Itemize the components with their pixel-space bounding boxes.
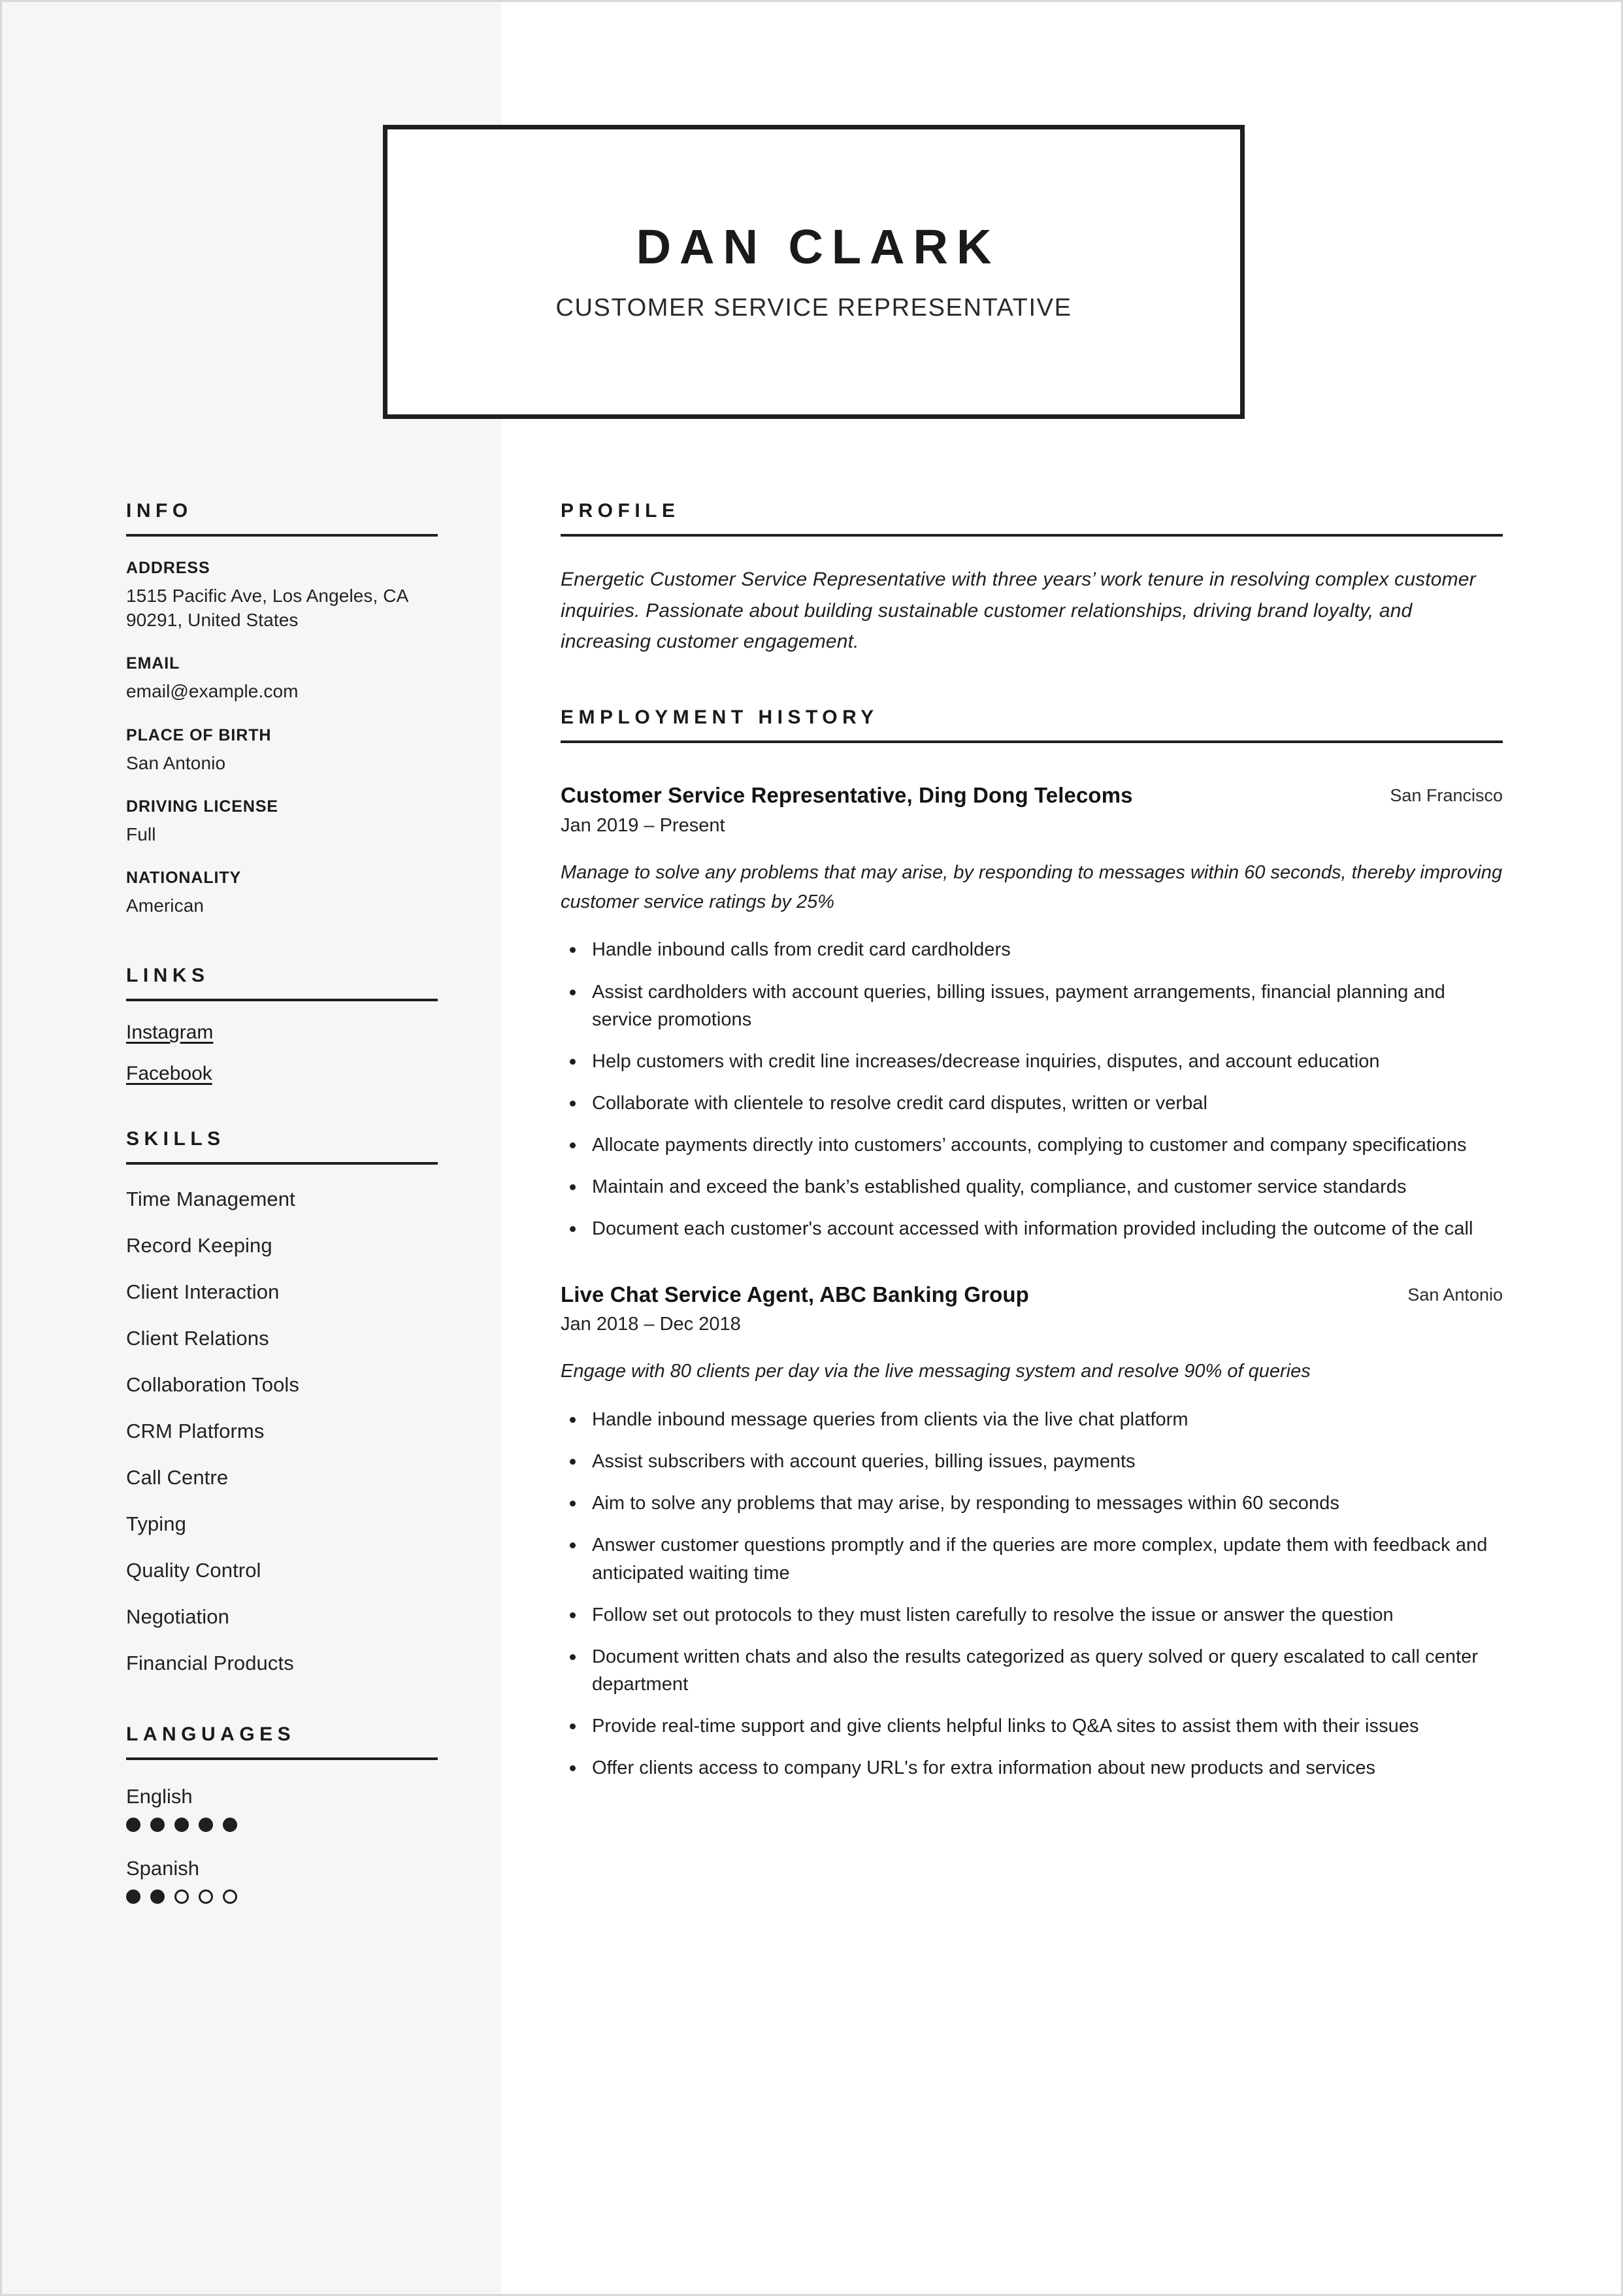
list-item: Help customers with credit line increases/decrease inquiries, disputes, and account education (561, 1048, 1503, 1075)
job-bullet-list (561, 1406, 1503, 1781)
rating-dot-empty (174, 1889, 189, 1904)
list-item: Record Keeping (126, 1234, 272, 1257)
list-item: Handle inbound calls from credit card cardholders (561, 936, 1503, 963)
info-item-nationality (126, 869, 438, 918)
list-item: Negotiation (126, 1605, 229, 1629)
job-dates: Jan 2019 – Present (561, 814, 725, 836)
job-title: Customer Service Representative, Ding Dong Telecoms (561, 783, 1133, 808)
job-subtitle: CUSTOMER SERVICE REPRESENTATIVE (555, 294, 1072, 322)
list-item: Typing (126, 1512, 186, 1536)
rating-dot-empty (199, 1889, 213, 1904)
job-title: Live Chat Service Agent, ABC Banking Group (561, 1282, 1029, 1306)
job-entry (561, 781, 1503, 1242)
rating-dot-filled (126, 1818, 140, 1832)
list-item: Handle inbound message queries from clients via the live chat platform (561, 1406, 1503, 1433)
link-facebook[interactable]: Facebook (126, 1063, 212, 1085)
link-row (126, 1001, 438, 1042)
rating-dot-filled (150, 1818, 165, 1832)
profile-divider (561, 534, 1503, 537)
main-column (561, 500, 1503, 1782)
page-title: DAN CLARK (636, 219, 1000, 274)
rating-dot-filled (223, 1818, 237, 1832)
list-item: CRM Platforms (126, 1420, 265, 1443)
skills-section (126, 1128, 438, 1675)
list-item: Client Relations (126, 1327, 269, 1350)
list-item: Assist cardholders with account queries, billing issues, payment arrangements, financial planning and service promotions (561, 978, 1503, 1033)
job-entry (561, 1280, 1503, 1782)
link-instagram[interactable]: Instagram (126, 1022, 214, 1044)
list-item: Aim to solve any problems that may arise, by responding to messages within 60 seconds (561, 1489, 1503, 1517)
list-item: Collaboration Tools (126, 1373, 299, 1397)
profile-text: Energetic Customer Service Representative with three years’ work tenure in resolving complex customer inquiries. Passionate about building sustainable customer relationships, driving brand loyalty, and increasing customer engagement. (561, 569, 1476, 653)
list-item: Provide real-time support and give clients helpful links to Q&A sites to assist them with their issues (561, 1712, 1503, 1740)
info-section (126, 500, 438, 918)
list-item: Maintain and exceed the bank’s established quality, compliance, and customer service standards (561, 1173, 1503, 1201)
job-bullet-list (561, 936, 1503, 1242)
info-heading: INFO (126, 500, 193, 522)
list-item: Answer customer questions promptly and if the queries are more complex, update them with feedback and anticipated waiting time (561, 1531, 1503, 1586)
info-item-place-of-birth (126, 726, 438, 775)
info-item-driving-license (126, 797, 438, 846)
list-item: Quality Control (126, 1559, 261, 1582)
rating-dot-empty (223, 1889, 237, 1904)
info-value-driving-license: Full (126, 824, 156, 844)
rating-dot-filled (126, 1889, 140, 1904)
list-item: Financial Products (126, 1652, 294, 1675)
job-dates: Jan 2018 – Dec 2018 (561, 1314, 741, 1335)
languages-section (126, 1723, 438, 1904)
rating-dot-filled (150, 1889, 165, 1904)
rating-dot-filled (199, 1818, 213, 1832)
link-row (126, 1042, 438, 1084)
language-label: English (126, 1785, 193, 1808)
info-label: EMAIL (126, 654, 180, 673)
info-value-address: 1515 Pacific Ave, Los Angeles, CA 90291, United States (126, 586, 408, 631)
skills-heading: SKILLS (126, 1128, 225, 1150)
language-rating-spanish (126, 1889, 438, 1904)
employment-divider (561, 740, 1503, 743)
list-item: Follow set out protocols to they must listen carefully to resolve the issue or answer the question (561, 1601, 1503, 1629)
name-header-box (383, 125, 1245, 419)
info-label: NATIONALITY (126, 869, 242, 888)
list-item: Document written chats and also the results categorized as query solved or query escalated to call center department (561, 1643, 1503, 1698)
job-location: San Antonio (1407, 1284, 1503, 1305)
job-summary: Manage to solve any problems that may arise, by responding to messages within 60 seconds, thereby improving customer service ratings by 25% (561, 861, 1503, 912)
languages-divider (126, 1757, 438, 1760)
list-item: Offer clients access to company URL's for extra information about new products and services (561, 1754, 1503, 1782)
info-label: DRIVING LICENSE (126, 797, 278, 816)
list-item: Client Interaction (126, 1280, 280, 1304)
employment-heading: EMPLOYMENT HISTORY (561, 707, 879, 729)
language-rating-english (126, 1818, 438, 1832)
info-label: ADDRESS (126, 559, 210, 577)
list-item: Document each customer's account accessed with information provided including the outcome of the call (561, 1215, 1503, 1242)
info-value-nationality: American (126, 895, 205, 916)
info-value-place-of-birth: San Antonio (126, 752, 226, 773)
info-item-email (126, 654, 438, 703)
language-item-english (126, 1785, 438, 1832)
list-item: Collaborate with clientele to resolve credit card disputes, written or verbal (561, 1090, 1503, 1117)
job-header (561, 1280, 1503, 1310)
languages-heading: LANGUAGES (126, 1723, 296, 1746)
profile-section (561, 500, 1503, 657)
job-summary: Engage with 80 clients per day via the live messaging system and resolve 90% of queries (561, 1361, 1311, 1382)
skills-divider (126, 1162, 438, 1165)
list-item: Time Management (126, 1188, 295, 1211)
employment-section (561, 707, 1503, 1782)
info-value-email[interactable]: email@example.com (126, 681, 299, 702)
links-section (126, 965, 438, 1084)
job-location: San Francisco (1390, 786, 1503, 806)
list-item: Call Centre (126, 1466, 229, 1489)
info-item-address (126, 559, 438, 632)
links-heading: LINKS (126, 965, 210, 987)
list-item: Assist subscribers with account queries, billing issues, payments (561, 1448, 1503, 1475)
language-label: Spanish (126, 1857, 200, 1880)
rating-dot-filled (174, 1818, 189, 1832)
profile-heading: PROFILE (561, 500, 680, 522)
list-item: Allocate payments directly into customers’ accounts, complying to customer and company specifications (561, 1131, 1503, 1159)
sidebar (126, 500, 438, 1904)
job-header (561, 781, 1503, 810)
language-item-spanish (126, 1857, 438, 1904)
info-divider (126, 534, 438, 537)
info-label: PLACE OF BIRTH (126, 725, 272, 744)
